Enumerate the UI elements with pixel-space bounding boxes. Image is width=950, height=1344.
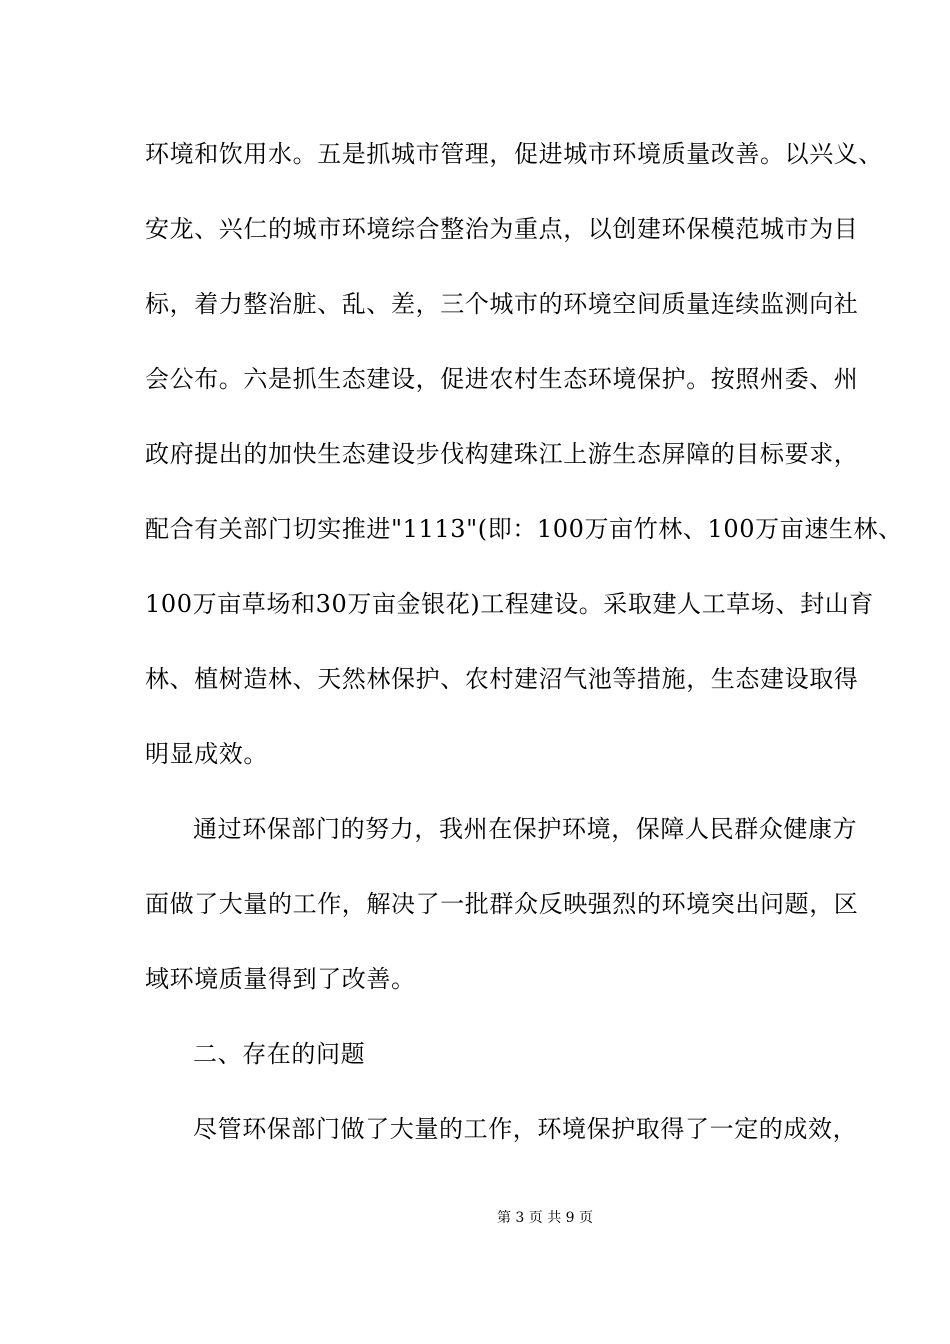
paragraph-line: 林、植树造林、天然林保护、农村建沼气池等措施，生态建设取得 bbox=[145, 665, 859, 693]
paragraph-line: 安龙、兴仁的城市环境综合整治为重点，以创建环保模范城市为目 bbox=[145, 215, 859, 243]
paragraph-line: 明显成效。 bbox=[145, 740, 268, 768]
paragraph-line: 通过环保部门的努力，我州在保护环境，保障人民群众健康方 bbox=[193, 815, 858, 843]
paragraph-line: 会公布。六是抓生态建设，促进农村生态环境保护。按照州委、州 bbox=[145, 365, 859, 393]
paragraph-line: 标，着力整治脏、乱、差，三个城市的环境空间质量连续监测向社 bbox=[145, 290, 859, 318]
paragraph-line: 100万亩草场和30万亩金银花)工程建设。采取建人工草场、封山育 bbox=[145, 590, 874, 618]
paragraph-line: 域环境质量得到了改善。 bbox=[145, 965, 416, 993]
paragraph-line: 政府提出的加快生态建设步伐构建珠江上游生态屏障的目标要求， bbox=[145, 440, 859, 468]
paragraph-line: 面做了大量的工作，解决了一批群众反映强烈的环境突出问题，区 bbox=[145, 890, 859, 918]
section-heading: 二、存在的问题 bbox=[193, 1040, 366, 1068]
page-number: 第 3 页 共 9 页 bbox=[496, 1210, 594, 1226]
paragraph-line: 尽管环保部门做了大量的工作，环境保护取得了一定的成效， bbox=[193, 1115, 858, 1143]
paragraph-line: 环境和饮用水。五是抓城市管理，促进城市环境质量改善。以兴义、 bbox=[145, 140, 883, 168]
paragraph-line: 配合有关部门切实推进"1113"(即：100万亩竹林、100万亩速生林、 bbox=[145, 515, 903, 543]
